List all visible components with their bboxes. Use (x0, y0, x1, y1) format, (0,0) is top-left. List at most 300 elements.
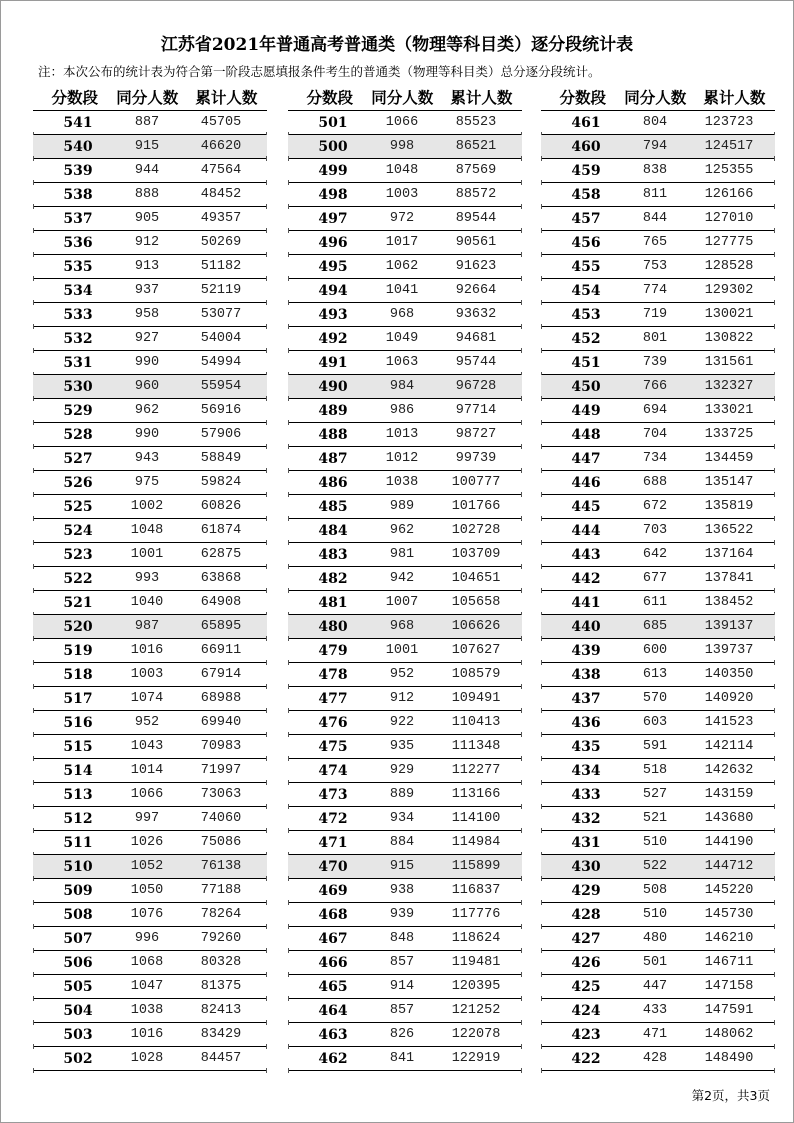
table-row (33, 975, 267, 999)
score-cell: 506 (63, 954, 93, 971)
same-score-count-cell: 570 (642, 691, 668, 706)
cumulative-count-cell: 100777 (451, 475, 501, 490)
same-score-count-cell: 603 (642, 715, 668, 730)
same-score-count-cell: 1048 (385, 163, 419, 178)
cumulative-count-cell: 92664 (455, 283, 497, 298)
table-body (541, 111, 775, 1071)
page-number: 第2页，共3页 (691, 1088, 770, 1103)
score-cell: 489 (318, 402, 348, 419)
table-row (541, 423, 775, 447)
table-row (541, 591, 775, 615)
score-cell: 431 (571, 834, 601, 851)
table-header (33, 84, 267, 111)
table-row (288, 279, 522, 303)
cumulative-count-cell: 139737 (704, 643, 754, 658)
score-cell: 472 (318, 810, 348, 827)
cumulative-count-cell: 108579 (451, 667, 501, 682)
same-score-count-cell: 1001 (130, 547, 164, 562)
same-score-count-cell: 1041 (385, 283, 419, 298)
table-row (288, 351, 522, 375)
score-cell: 476 (318, 714, 348, 731)
same-score-count-cell: 889 (389, 787, 415, 802)
table-row (33, 615, 267, 639)
score-cell: 538 (63, 186, 93, 203)
same-score-count-cell: 811 (642, 187, 668, 202)
cumulative-count-cell: 143159 (704, 787, 754, 802)
cumulative-count-cell: 53077 (200, 307, 242, 322)
same-score-count-cell: 1062 (385, 259, 419, 274)
same-score-count-cell: 1017 (385, 235, 419, 250)
table-row (541, 567, 775, 591)
same-score-count-cell: 685 (642, 619, 668, 634)
same-score-count-cell: 857 (389, 955, 415, 970)
header-cumulative-count: 累计人数 (195, 89, 258, 107)
score-cell: 516 (63, 714, 93, 731)
score-cell: 422 (571, 1050, 601, 1067)
cumulative-count-cell: 133725 (704, 427, 754, 442)
cumulative-count-cell: 61874 (200, 523, 242, 538)
table-row (541, 927, 775, 951)
score-cell: 524 (63, 522, 93, 539)
score-cell: 536 (63, 234, 93, 251)
table-row (33, 591, 267, 615)
cumulative-count-cell: 122078 (451, 1027, 501, 1042)
same-score-count-cell: 521 (642, 811, 668, 826)
table-row (541, 183, 775, 207)
score-cell: 531 (63, 354, 93, 371)
table-row (288, 159, 522, 183)
same-score-count-cell: 972 (389, 211, 415, 226)
cumulative-count-cell: 73063 (200, 787, 242, 802)
score-cell: 523 (63, 546, 93, 563)
cumulative-count-cell: 57906 (200, 427, 242, 442)
table-row (288, 135, 522, 159)
same-score-count-cell: 962 (389, 523, 415, 538)
score-cell: 492 (318, 330, 348, 347)
cumulative-count-cell: 123723 (704, 115, 754, 130)
score-cell: 438 (571, 666, 601, 683)
score-cell: 518 (63, 666, 93, 683)
cumulative-count-cell: 96728 (455, 379, 497, 394)
cumulative-count-cell: 147591 (704, 1003, 754, 1018)
same-score-count-cell: 694 (642, 403, 668, 418)
table-row (288, 999, 522, 1023)
score-cell: 483 (318, 546, 348, 563)
same-score-count-cell: 981 (389, 547, 415, 562)
cumulative-count-cell: 95744 (455, 355, 497, 370)
table-row (33, 399, 267, 423)
score-cell: 441 (571, 594, 601, 611)
same-score-count-cell: 960 (134, 379, 160, 394)
table-row (288, 447, 522, 471)
cumulative-count-cell: 112277 (451, 763, 501, 778)
table-row (288, 327, 522, 351)
table-row (33, 471, 267, 495)
same-score-count-cell: 912 (134, 235, 160, 250)
score-cell: 514 (63, 762, 93, 779)
same-score-count-cell: 765 (642, 235, 668, 250)
cumulative-count-cell: 145730 (704, 907, 754, 922)
score-cell: 502 (63, 1050, 93, 1067)
same-score-count-cell: 915 (389, 859, 415, 874)
score-cell: 455 (571, 258, 601, 275)
same-score-count-cell: 527 (642, 787, 668, 802)
same-score-count-cell: 857 (389, 1003, 415, 1018)
same-score-count-cell: 600 (642, 643, 668, 658)
cumulative-count-cell: 75086 (200, 835, 242, 850)
same-score-count-cell: 1076 (130, 907, 164, 922)
score-cell: 487 (318, 450, 348, 467)
score-cell: 471 (318, 834, 348, 851)
table-row (288, 543, 522, 567)
same-score-count-cell: 998 (389, 139, 415, 154)
score-cell: 480 (318, 618, 348, 635)
cumulative-count-cell: 74060 (200, 811, 242, 826)
cumulative-count-cell: 142632 (704, 763, 754, 778)
cumulative-count-cell: 116837 (451, 883, 501, 898)
table-note: 注：本次公布的统计表为符合第一阶段志愿填报条件考生的普通类（物理等科目类）总分逐分段统计。 (38, 64, 601, 79)
score-cell: 470 (318, 858, 348, 875)
table-row (541, 903, 775, 927)
score-cell: 474 (318, 762, 348, 779)
cumulative-count-cell: 105658 (451, 595, 501, 610)
score-cell: 435 (571, 738, 601, 755)
score-cell: 434 (571, 762, 601, 779)
same-score-count-cell: 1043 (130, 739, 164, 754)
cumulative-count-cell: 132327 (704, 379, 754, 394)
table-row (288, 903, 522, 927)
score-cell: 486 (318, 474, 348, 491)
score-cell: 490 (318, 378, 348, 395)
cumulative-count-cell: 119481 (451, 955, 501, 970)
cumulative-count-cell: 110413 (451, 715, 501, 730)
same-score-count-cell: 938 (389, 883, 415, 898)
header-same-score-count: 同分人数 (624, 89, 687, 107)
table-row (541, 279, 775, 303)
score-cell: 498 (318, 186, 348, 203)
cumulative-count-cell: 82413 (200, 1003, 242, 1018)
same-score-count-cell: 942 (389, 571, 415, 586)
score-cell: 500 (318, 138, 348, 155)
same-score-count-cell: 952 (389, 667, 415, 682)
score-table-3 (541, 84, 775, 1071)
same-score-count-cell: 734 (642, 451, 668, 466)
score-cell: 509 (63, 882, 93, 899)
same-score-count-cell: 962 (134, 403, 160, 418)
header-score-range: 分数段 (306, 89, 354, 107)
table-row (541, 303, 775, 327)
same-score-count-cell: 672 (642, 499, 668, 514)
cumulative-count-cell: 107627 (451, 643, 501, 658)
score-cell: 522 (63, 570, 93, 587)
table-row (33, 183, 267, 207)
score-cell: 477 (318, 690, 348, 707)
table-row (288, 927, 522, 951)
same-score-count-cell: 997 (134, 811, 160, 826)
cumulative-count-cell: 133021 (704, 403, 754, 418)
score-cell: 462 (318, 1050, 348, 1067)
same-score-count-cell: 591 (642, 739, 668, 754)
cumulative-count-cell: 121252 (451, 1003, 501, 1018)
cumulative-count-cell: 142114 (704, 739, 754, 754)
table-row (33, 135, 267, 159)
score-cell: 437 (571, 690, 601, 707)
score-cell: 446 (571, 474, 601, 491)
cumulative-count-cell: 97714 (455, 403, 497, 418)
same-score-count-cell: 929 (389, 763, 415, 778)
cumulative-count-cell: 148062 (704, 1027, 754, 1042)
cumulative-count-cell: 59824 (200, 475, 242, 490)
cumulative-count-cell: 114984 (451, 835, 501, 850)
table-row (288, 663, 522, 687)
table-row (33, 1023, 267, 1047)
score-cell: 528 (63, 426, 93, 443)
table-row (33, 903, 267, 927)
cumulative-count-cell: 122919 (451, 1051, 501, 1066)
table-row (33, 639, 267, 663)
same-score-count-cell: 774 (642, 283, 668, 298)
table-row (541, 327, 775, 351)
score-cell: 452 (571, 330, 601, 347)
cumulative-count-cell: 104651 (451, 571, 501, 586)
cumulative-count-cell: 145220 (704, 883, 754, 898)
table-row (288, 639, 522, 663)
same-score-count-cell: 887 (134, 115, 160, 130)
same-score-count-cell: 1074 (130, 691, 164, 706)
table-row (541, 879, 775, 903)
same-score-count-cell: 447 (642, 979, 668, 994)
table-row (33, 999, 267, 1023)
same-score-count-cell: 1047 (130, 979, 164, 994)
table-row (541, 231, 775, 255)
cumulative-count-cell: 106626 (451, 619, 501, 634)
score-cell: 499 (318, 162, 348, 179)
table-row (288, 471, 522, 495)
same-score-count-cell: 987 (134, 619, 160, 634)
cumulative-count-cell: 127010 (704, 211, 754, 226)
same-score-count-cell: 433 (642, 1003, 668, 1018)
score-cell: 456 (571, 234, 601, 251)
same-score-count-cell: 952 (134, 715, 160, 730)
same-score-count-cell: 1063 (385, 355, 419, 370)
same-score-count-cell: 1050 (130, 883, 164, 898)
table-row (33, 207, 267, 231)
same-score-count-cell: 1052 (130, 859, 164, 874)
same-score-count-cell: 522 (642, 859, 668, 874)
table-row (33, 327, 267, 351)
cumulative-count-cell: 130822 (704, 331, 754, 346)
table-row (33, 351, 267, 375)
table-row (33, 927, 267, 951)
score-cell: 494 (318, 282, 348, 299)
same-score-count-cell: 1016 (130, 1027, 164, 1042)
table-row (33, 495, 267, 519)
score-cell: 511 (63, 834, 93, 851)
score-cell: 508 (63, 906, 93, 923)
cumulative-count-cell: 143680 (704, 811, 754, 826)
same-score-count-cell: 1066 (385, 115, 419, 130)
same-score-count-cell: 968 (389, 619, 415, 634)
cumulative-count-cell: 94681 (455, 331, 497, 346)
table-row (288, 399, 522, 423)
score-cell: 423 (571, 1026, 601, 1043)
cumulative-count-cell: 48452 (200, 187, 242, 202)
same-score-count-cell: 719 (642, 307, 668, 322)
score-cell: 445 (571, 498, 601, 515)
table-row (288, 183, 522, 207)
same-score-count-cell: 753 (642, 259, 668, 274)
table-row (33, 447, 267, 471)
table-row (288, 111, 522, 135)
cumulative-count-cell: 67914 (200, 667, 242, 682)
score-cell: 430 (571, 858, 601, 875)
table-row (288, 255, 522, 279)
table-row (541, 615, 775, 639)
table-row (33, 159, 267, 183)
cumulative-count-cell: 120395 (451, 979, 501, 994)
score-cell: 436 (571, 714, 601, 731)
same-score-count-cell: 1012 (385, 451, 419, 466)
table-body (33, 111, 267, 1071)
cumulative-count-cell: 45705 (200, 115, 242, 130)
score-cell: 443 (571, 546, 601, 563)
table-body (288, 111, 522, 1071)
cumulative-count-cell: 131561 (704, 355, 754, 370)
same-score-count-cell: 841 (389, 1051, 415, 1066)
table-header (288, 84, 522, 111)
cumulative-count-cell: 89544 (455, 211, 497, 226)
same-score-count-cell: 471 (642, 1027, 668, 1042)
cumulative-count-cell: 66911 (200, 643, 242, 658)
cumulative-count-cell: 65895 (200, 619, 242, 634)
score-cell: 449 (571, 402, 601, 419)
same-score-count-cell: 804 (642, 115, 668, 130)
table-row (541, 951, 775, 975)
score-cell: 464 (318, 1002, 348, 1019)
table-row (288, 615, 522, 639)
score-table-2 (288, 84, 522, 1071)
table-row (33, 567, 267, 591)
same-score-count-cell: 975 (134, 475, 160, 490)
same-score-count-cell: 996 (134, 931, 160, 946)
cumulative-count-cell: 85523 (455, 115, 497, 130)
cumulative-count-cell: 79260 (200, 931, 242, 946)
same-score-count-cell: 984 (389, 379, 415, 394)
score-cell: 453 (571, 306, 601, 323)
same-score-count-cell: 1002 (130, 499, 164, 514)
table-row (541, 111, 775, 135)
score-cell: 505 (63, 978, 93, 995)
cumulative-count-cell: 60826 (200, 499, 242, 514)
score-cell: 468 (318, 906, 348, 923)
cumulative-count-cell: 102728 (451, 523, 501, 538)
cumulative-count-cell: 135147 (704, 475, 754, 490)
score-cell: 447 (571, 450, 601, 467)
cumulative-count-cell: 146711 (704, 955, 754, 970)
same-score-count-cell: 958 (134, 307, 160, 322)
table-row (33, 1047, 267, 1071)
score-cell: 432 (571, 810, 601, 827)
cumulative-count-cell: 84457 (200, 1051, 242, 1066)
cumulative-count-cell: 144190 (704, 835, 754, 850)
cumulative-count-cell: 148490 (704, 1051, 754, 1066)
cumulative-count-cell: 125355 (704, 163, 754, 178)
same-score-count-cell: 704 (642, 427, 668, 442)
score-table-1 (33, 84, 267, 1071)
same-score-count-cell: 794 (642, 139, 668, 154)
same-score-count-cell: 1026 (130, 835, 164, 850)
same-score-count-cell: 1038 (385, 475, 419, 490)
table-row (288, 495, 522, 519)
table-row (288, 951, 522, 975)
score-cell: 484 (318, 522, 348, 539)
table-row (33, 879, 267, 903)
same-score-count-cell: 884 (389, 835, 415, 850)
same-score-count-cell: 848 (389, 931, 415, 946)
same-score-count-cell: 1007 (385, 595, 419, 610)
same-score-count-cell: 922 (389, 715, 415, 730)
score-cell: 535 (63, 258, 93, 275)
same-score-count-cell: 989 (389, 499, 415, 514)
cumulative-count-cell: 101766 (451, 499, 501, 514)
table-row (541, 207, 775, 231)
table-row (33, 255, 267, 279)
score-cell: 519 (63, 642, 93, 659)
table-row (541, 447, 775, 471)
same-score-count-cell: 1028 (130, 1051, 164, 1066)
table-row (541, 495, 775, 519)
same-score-count-cell: 912 (389, 691, 415, 706)
table-row (288, 831, 522, 855)
same-score-count-cell: 990 (134, 355, 160, 370)
same-score-count-cell: 766 (642, 379, 668, 394)
score-cell: 517 (63, 690, 93, 707)
same-score-count-cell: 642 (642, 547, 668, 562)
cumulative-count-cell: 58849 (200, 451, 242, 466)
same-score-count-cell: 986 (389, 403, 415, 418)
table-row (541, 831, 775, 855)
cumulative-count-cell: 62875 (200, 547, 242, 562)
table-row (541, 663, 775, 687)
score-cell: 450 (571, 378, 601, 395)
table-row (33, 375, 267, 399)
same-score-count-cell: 703 (642, 523, 668, 538)
cumulative-count-cell: 141523 (704, 715, 754, 730)
table-row (541, 255, 775, 279)
cumulative-count-cell: 147158 (704, 979, 754, 994)
table-row (288, 231, 522, 255)
cumulative-count-cell: 68988 (200, 691, 242, 706)
same-score-count-cell: 844 (642, 211, 668, 226)
score-cell: 501 (318, 114, 348, 131)
table-row (288, 855, 522, 879)
same-score-count-cell: 428 (642, 1051, 668, 1066)
score-cell: 454 (571, 282, 601, 299)
cumulative-count-cell: 56916 (200, 403, 242, 418)
table-row (541, 351, 775, 375)
score-cell: 532 (63, 330, 93, 347)
same-score-count-cell: 1013 (385, 427, 419, 442)
cumulative-count-cell: 139137 (704, 619, 754, 634)
same-score-count-cell: 935 (389, 739, 415, 754)
cumulative-count-cell: 117776 (451, 907, 501, 922)
cumulative-count-cell: 80328 (200, 955, 242, 970)
cumulative-count-cell: 54004 (200, 331, 242, 346)
cumulative-count-cell: 47564 (200, 163, 242, 178)
score-cell: 442 (571, 570, 601, 587)
score-cell: 466 (318, 954, 348, 971)
header-same-score-count: 同分人数 (371, 89, 434, 107)
